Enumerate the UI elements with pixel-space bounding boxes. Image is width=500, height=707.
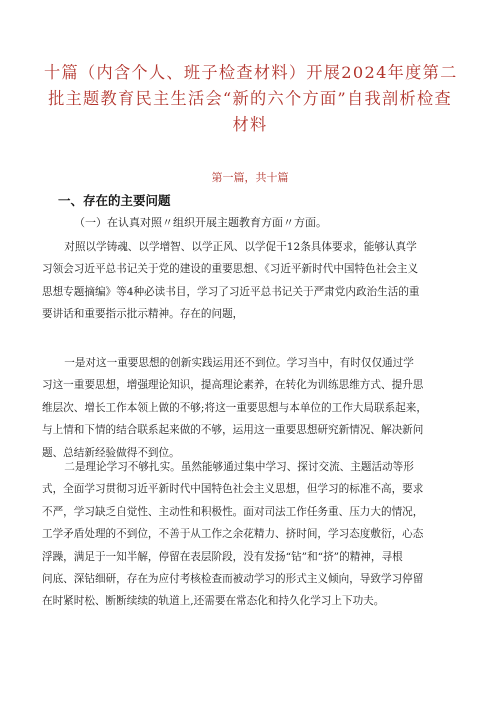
document-subtitle: 第一篇，共十篇 (211, 171, 289, 184)
paragraph-line: 在时紧时松、断断续续的轨道上,还需要在常态化和持久化学习上下功夫。 (42, 595, 385, 608)
paragraph-line: 题、总结新经验做得不到位。 (42, 446, 180, 459)
paragraph-line: 一是对这一重要思想的创新实践运用还不到位。学习当中，有时仅仅通过学 (64, 357, 414, 369)
paragraph-line: 要讲话和重要指示批示精神。存在的问题， (42, 308, 244, 321)
paragraph-3 (42, 456, 460, 613)
document-title (44, 60, 456, 138)
title-line: 十篇（内含个人、班子检查材料）开展2024年度第二 (44, 63, 458, 82)
title-line: 批主题教育民主生活会“新的六个方面”自我剖析检查 (48, 89, 452, 108)
paragraph-line: 不严，学习缺乏自觉性、主动性和积极性。面对司法工作任务重、压力大的情况， (42, 505, 424, 518)
paragraph-line: 问底、深钻细研，存在为应付考核检查而被动学习的形式主义倾向，导致学习停留 (42, 573, 424, 586)
paragraph-line: 维层次、增长工作本领上做的不够;将这一重要思想与本单位的工作大局联系起来， (42, 401, 427, 414)
title-line: 材料 (232, 115, 268, 134)
paragraph-line: 浮躁，满足于一知半解，停留在表层阶段，没有发扬“钻”和“挤”的精神，寻根 (42, 550, 403, 563)
paragraph-line: 习领会习近平总书记关于党的建设的重要思想、《习近平新时代中国特色社会主义 (42, 263, 419, 276)
subsection-heading: （一）在认真对照〃组织开展主题教育方面〃方面。 (74, 216, 327, 229)
paragraph-line: 与上情和下情的结合联系起来做的不够，运用这一重要思想研究新情况、解决新问 (42, 424, 424, 437)
section-heading: 一、存在的主要问题 (58, 193, 171, 208)
paragraph-line: 式，全面学习贯彻习近平新时代中国特色社会主义思想，但学习的标准不高，要求 (42, 483, 424, 496)
paragraph-2 (42, 352, 460, 464)
paragraph-line: 思想专题摘编》等4种必读书目，学习了习近平总书记关于严肃党内政治生活的重 (42, 285, 420, 298)
paragraph-1 (42, 236, 460, 326)
paragraph-line: 习这一重要思想，增强理论知识，提高理论素养，在转化为训练思维方式、提升思 (42, 379, 424, 392)
paragraph-line: 对照以学铸魂、以学增智、以学正风、以学促干12条具体要求，能够认真学 (64, 241, 417, 253)
paragraph-line: 二是理论学习不够扎实。虽然能够通过集中学习、探讨交流、主题活动等形 (64, 461, 414, 473)
paragraph-line: 工学矛盾处理的不到位，不善于从工作之余花精力、挤时间，学习态度敷衍，心态 (42, 528, 424, 541)
